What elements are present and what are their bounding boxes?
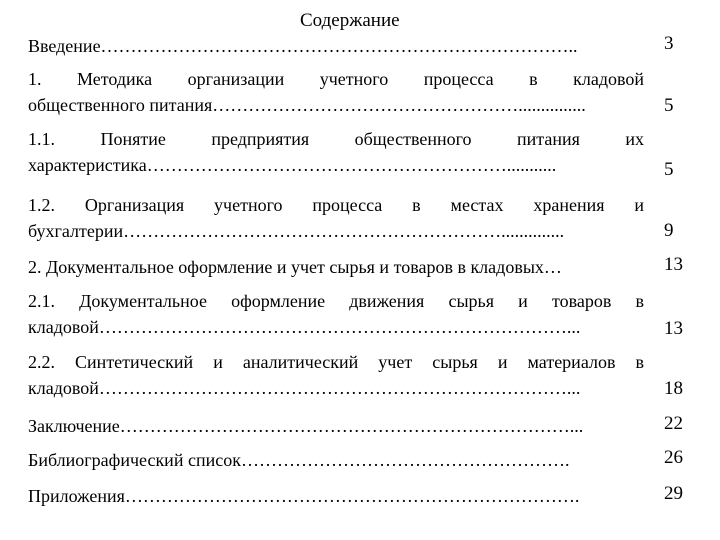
toc-entry-line: Библиографический список……………………………………………….	[28, 450, 570, 470]
toc-entry-line: бухгалтерии………………………………………………………..............	[28, 221, 565, 241]
toc-page-number: 22	[664, 413, 683, 434]
toc-entry-text	[28, 126, 644, 178]
toc-entry-text	[28, 33, 644, 59]
toc-page-number: 3	[664, 33, 674, 54]
toc-entry-line: Приложения………………………………………………………………….	[28, 486, 580, 506]
toc-page-number: 13	[664, 318, 683, 339]
toc-entry-line: 2. Документальное оформление и учет сырья и товаров в кладовых…	[28, 257, 562, 277]
toc-entry-text	[28, 66, 644, 118]
toc-entry-line: общественного питания……………………………………………...............	[28, 95, 586, 115]
toc-entry-line: 2.2. Синтетический и аналитический учет сырья и материалов в	[28, 352, 644, 372]
toc-page-number: 5	[664, 159, 674, 180]
toc-page-number: 29	[664, 483, 683, 504]
toc-entry-text	[28, 413, 644, 439]
toc-entry-line: Заключение…………………………………………………………………...	[28, 416, 584, 436]
toc-entry-line: 1.2. Организация учетного процесса в местах хранения и	[28, 195, 644, 215]
toc-entry-text	[28, 447, 644, 473]
toc-entry-text	[28, 483, 644, 509]
toc-entry-line: 2.1. Документальное оформление движения сырья и товаров в	[28, 291, 644, 311]
toc-page-number: 13	[664, 254, 683, 275]
toc-entry-text	[28, 288, 644, 340]
toc-page-number: 26	[664, 447, 683, 468]
toc-entry-text	[28, 349, 644, 401]
toc-entry-line: 1.1. Понятие предприятия общественного питания их	[28, 129, 644, 149]
toc-page-number: 9	[664, 220, 674, 241]
toc-page-number: 18	[664, 378, 683, 399]
toc-page-number: 5	[664, 95, 674, 116]
toc-entry-text	[28, 192, 644, 244]
toc-entry-line: 1. Методика организации учетного процесса в кладовой	[28, 69, 644, 89]
toc-entry-text	[28, 254, 644, 280]
toc-entry-line: характеристика……………………………………………………...........	[28, 155, 557, 175]
toc-title: Содержание	[300, 10, 400, 31]
toc-entry-line: Введение……………………………………………………………………..	[28, 36, 578, 56]
toc-entry-line: кладовой……………………………………………………………………...	[28, 317, 581, 337]
toc-entry-line: кладовой……………………………………………………………………...	[28, 378, 581, 398]
